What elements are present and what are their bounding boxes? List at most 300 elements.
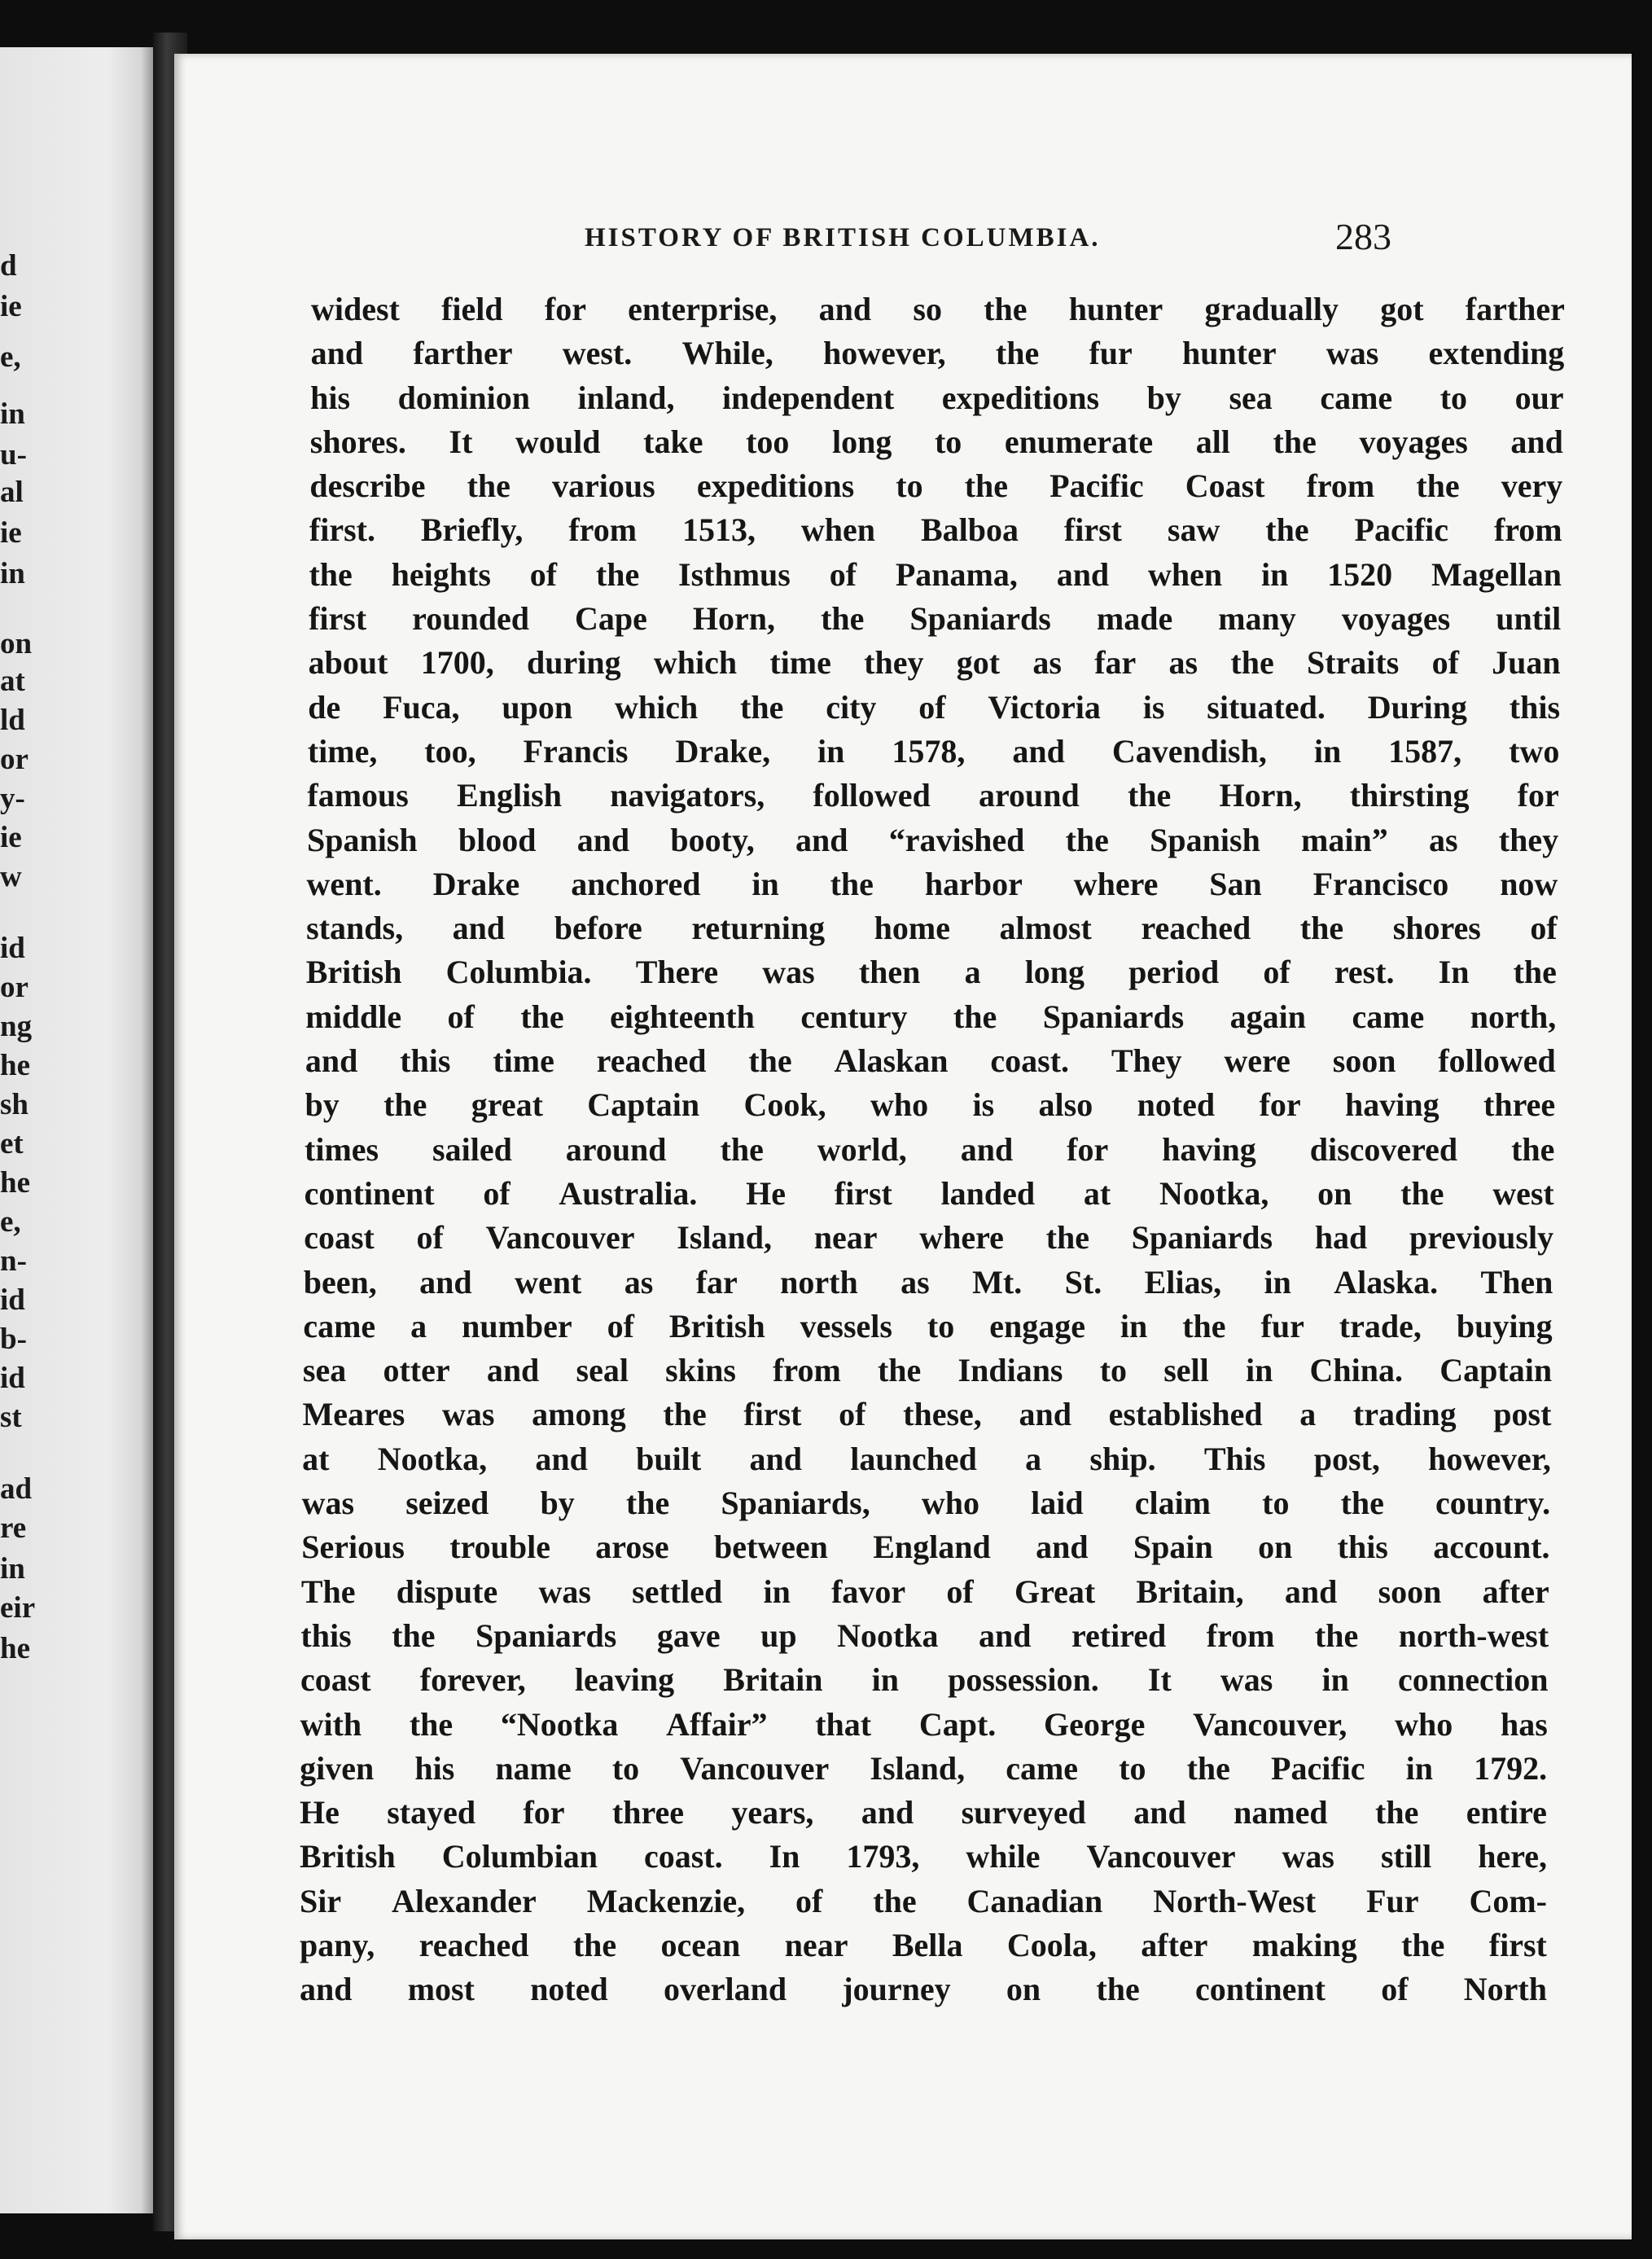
word: about [308,644,388,682]
word: was [538,1573,591,1610]
word: seized [405,1485,489,1522]
word: of [829,555,857,593]
word: ship. [1089,1440,1156,1477]
word: and [749,1440,802,1477]
word: main” [1301,821,1388,858]
word: the [309,555,353,593]
word: gave [656,1616,721,1654]
word: Spaniards [475,1616,617,1654]
word: Britain, [1136,1573,1244,1610]
word: and [1133,1794,1186,1831]
word: all [1195,423,1230,460]
word: Victoria [988,688,1101,726]
word: hunter [1182,335,1277,372]
word: eighteenth [610,998,755,1035]
word: and [305,1042,358,1080]
word: Spaniards [1131,1219,1273,1257]
word: where [919,1219,1004,1257]
word: up [760,1616,797,1654]
word: got [956,644,1001,682]
text-line [303,1307,1552,1351]
word: Spanish [306,821,418,858]
word: connection [1398,1661,1549,1699]
word: the [595,555,640,593]
word: Spain [1133,1529,1213,1566]
word: as [1168,644,1198,682]
word: this [400,1042,451,1080]
text-line [300,1970,1547,2014]
word: Affair” [666,1705,768,1743]
word: west [1492,1174,1554,1212]
word: that [815,1705,872,1743]
word: and [1012,732,1065,770]
word: of [839,1396,866,1433]
word: England [873,1529,991,1566]
word: and [861,1794,914,1831]
previous-page-fragment: st [0,1401,22,1434]
word: and [1284,1573,1338,1610]
previous-page-fragment: et [0,1127,24,1160]
word: from [1206,1616,1275,1654]
word: and [419,1263,472,1301]
word: on [1258,1529,1293,1566]
word: around [979,777,1080,814]
word: also [1038,1086,1093,1124]
word: and [486,1352,540,1389]
word: was [301,1485,355,1522]
word: his [310,379,351,416]
word: very [1501,467,1563,505]
word: the [1182,1307,1226,1344]
word: sailed [432,1130,512,1168]
text-line [301,1573,1549,1616]
word: soon [1332,1042,1396,1080]
word: the [1273,423,1317,460]
word: as [624,1263,654,1301]
word: these, [903,1396,982,1433]
word: arose [595,1529,669,1566]
word: expeditions [696,467,855,505]
word: in [871,1661,899,1699]
word: were [1224,1042,1290,1080]
word: of [1431,644,1459,682]
word: this [1509,688,1561,726]
previous-page-fragment: in [0,557,25,590]
word: Bella [892,1926,963,1963]
previous-page-fragment: e, [0,1205,21,1239]
word: the [1265,511,1309,549]
word: It [1147,1661,1172,1699]
word: Nootka, [377,1440,488,1477]
text-line [309,643,1561,687]
word: Horn, [692,600,776,638]
word: before [554,910,642,947]
word: however, [1428,1440,1551,1477]
word: the [572,1926,617,1963]
word: of [529,555,558,593]
word: making [1251,1926,1357,1963]
word: In [769,1838,800,1875]
word: This [1203,1440,1266,1477]
word: 1700, [420,644,494,682]
text-line [311,334,1565,378]
word: enterprise, [628,291,778,327]
word: enumerate [1004,423,1154,460]
previous-page-fragment: ie [0,290,22,323]
previous-page-fragment: id [0,932,25,965]
word: by [1146,379,1181,416]
word: century [800,998,908,1035]
word: take [643,423,703,460]
word: between [713,1529,828,1566]
word: claim [1134,1485,1212,1522]
word: In [1438,954,1470,991]
word: established [1108,1396,1263,1433]
word: Island, [677,1219,773,1257]
word: the [1127,777,1172,814]
word: in [1405,1749,1434,1787]
word: where [1073,865,1159,902]
text-line [310,379,1564,423]
word: leaving [574,1661,675,1699]
text-line [308,732,1560,776]
word: Spanish [1150,821,1260,858]
word: was [1282,1838,1334,1875]
previous-page-fragment: id [0,1362,25,1395]
text-line [305,998,1556,1042]
word: the [821,600,865,638]
word: landed [940,1174,1036,1212]
word: great [471,1086,543,1124]
text-line [301,1528,1549,1572]
word: in [1264,1263,1291,1301]
word: “ravished [888,821,1025,858]
text-line [307,776,1558,820]
word: a [1299,1396,1317,1433]
word: famous [307,777,409,814]
word: for [1067,1130,1109,1168]
word: the [383,1086,427,1124]
word: 1520 [1327,555,1393,593]
word: Spaniards [1042,998,1185,1035]
word: There [635,954,719,991]
word: voyages [1341,600,1451,638]
word: of [918,688,946,726]
word: from [1306,467,1375,505]
word: in [1245,1352,1273,1389]
word: widest [311,291,400,327]
word: north, [1470,998,1557,1035]
text-line [303,1351,1552,1395]
word: for [1517,777,1559,814]
previous-page-fragment: ie [0,821,22,854]
word: and [1019,1396,1071,1433]
word: Juan [1492,644,1561,682]
previous-page-fragment: ie [0,516,22,550]
word: seal [576,1352,629,1389]
word: Mt. [972,1263,1023,1301]
word: for [523,1794,565,1831]
word: the [964,467,1009,505]
previous-page-fragment: u- [0,438,27,472]
word: situated. [1207,688,1326,726]
word: Captain [1439,1352,1553,1389]
word: the [1230,644,1274,682]
text-line [300,1616,1549,1660]
word: followed [1438,1042,1556,1080]
previous-page-fragment: he [0,1049,30,1082]
previous-page-fragment: y- [0,782,25,815]
word: after [1482,1573,1549,1610]
word: entire [1466,1794,1547,1831]
word: is [1142,688,1165,726]
word: While, [681,335,773,372]
word: independent [722,379,895,416]
word: three [611,1794,684,1831]
word: the [467,467,510,505]
word: the [877,1352,922,1389]
word: describe [309,467,426,505]
word: fur [1089,335,1133,372]
previous-page-fragment: id [0,1283,25,1317]
word: which [653,644,738,682]
text-line [305,1086,1555,1130]
word: in [1313,732,1342,770]
word: the [1314,1616,1359,1654]
previous-page-fragment: ld [0,704,25,737]
word: ocean [660,1926,741,1963]
word: would [515,423,601,460]
word: the [392,1616,436,1654]
word: 1513, [681,511,756,549]
word: and [452,910,506,947]
word: name [495,1749,572,1787]
text-line [304,1263,1553,1307]
word: Francis [523,732,629,770]
previous-page-fragment: he [0,1632,30,1665]
word: among [532,1396,626,1433]
previous-page-fragment: on [0,627,33,660]
word: booty, [670,821,755,858]
text-line [302,1484,1551,1528]
text-line [308,688,1560,732]
word: this [300,1616,352,1654]
word: north [780,1263,858,1301]
word: Serious [301,1529,405,1566]
word: Meares [302,1396,405,1433]
word: to [611,1749,640,1787]
word: anchored [571,865,701,902]
word: long [832,423,892,460]
word: the [720,1130,764,1168]
word: when [1148,555,1223,593]
word: given [300,1749,375,1787]
word: named [1234,1794,1328,1831]
word: as [1428,821,1458,858]
word: returning [691,910,826,947]
word: was [442,1396,495,1433]
word: hunter [1068,291,1163,327]
word: Canadian [966,1882,1103,1919]
word: world, [817,1130,907,1168]
text-line [309,599,1561,643]
word: Captain [587,1086,700,1124]
word: who [921,1485,979,1522]
word: Columbia. [445,954,592,991]
word: to [1119,1749,1146,1787]
word: near [784,1926,848,1963]
word: first [1488,1926,1547,1963]
word: until [1496,600,1562,638]
word: extending [1428,335,1565,372]
word: then [858,954,921,991]
text-line [305,1130,1554,1174]
word: the [953,998,997,1035]
word: British [668,1307,765,1344]
word: having [1162,1130,1256,1168]
text-line [303,1395,1552,1439]
word: on [1006,1971,1041,2008]
word: to [927,1307,955,1344]
word: in [763,1573,791,1610]
word: 1793, [846,1838,920,1875]
word: Indians [957,1352,1063,1389]
word: The [300,1573,356,1610]
word: this [1337,1529,1388,1566]
word: most [407,1971,475,2008]
word: as [900,1263,930,1301]
word: was [1220,1661,1273,1699]
word: in [1260,555,1289,593]
word: the [1400,1174,1444,1212]
word: they [1498,821,1559,858]
word: now [1500,865,1558,902]
previous-page-text-fragments [0,47,153,2213]
previous-page-fragment: eir [0,1591,36,1625]
word: British [300,1838,396,1875]
word: English [457,777,562,814]
word: engage [989,1307,1085,1344]
word: Mackenzie, [586,1882,746,1919]
word: of [946,1573,974,1610]
text-line [300,1749,1547,1793]
word: from [1493,511,1562,549]
book-page [174,54,1632,2239]
word: Sir [300,1882,342,1919]
word: “Nootka [500,1705,619,1743]
text-line [305,1174,1554,1218]
word: having [1345,1086,1439,1124]
word: saw [1167,511,1220,549]
previous-page-fragment: in [0,1552,25,1586]
word: while [966,1838,1041,1875]
word: which [614,688,699,726]
body-text [300,290,1565,2015]
word: the [995,335,1040,372]
word: journey [842,1971,951,2008]
word: in [1321,1661,1349,1699]
word: gradually [1204,291,1339,327]
word: who [1395,1705,1453,1743]
word: Horn, [1219,777,1302,814]
word: to [1262,1485,1290,1522]
word: went. [306,865,382,902]
text-line [300,1837,1547,1881]
word: launched [850,1440,977,1477]
word: various [552,467,655,505]
word: of [795,1882,823,1919]
word: noted [1137,1086,1216,1124]
previous-page-fragment: at [0,665,25,698]
word: field [441,291,503,327]
word: and [1036,1529,1089,1566]
running-head [174,215,1632,264]
word: first. [309,511,375,549]
previous-page-fragment: he [0,1166,30,1200]
word: Coast [1185,467,1265,505]
word: noted [530,1971,608,2008]
word: account. [1433,1529,1550,1566]
word: Spaniards [909,600,1051,638]
word: of [1263,954,1290,991]
word: fur [1260,1307,1304,1344]
word: laid [1031,1485,1084,1522]
word: and [979,1616,1032,1654]
word: forever, [419,1661,526,1699]
word: the [1065,821,1109,858]
word: around [565,1130,667,1168]
word: continent [1194,1971,1326,2008]
word: number [462,1307,572,1344]
text-line [309,555,1562,599]
word: It [449,423,473,460]
word: at [302,1440,330,1477]
word: inland, [577,379,675,416]
word: was [1326,335,1379,372]
word: middle [305,998,402,1035]
word: continent [304,1174,435,1212]
text-line [300,1793,1547,1837]
word: trading [1352,1396,1457,1433]
word: by [540,1485,575,1522]
text-line [300,1705,1548,1749]
word: reached [1141,910,1251,947]
word: 1578, [892,732,966,770]
word: sea [302,1352,347,1389]
word: shores. [309,423,406,460]
word: was [762,954,815,991]
word: Vancouver [680,1749,830,1787]
word: shores [1392,910,1481,947]
word: the [740,688,784,726]
word: they [864,644,924,682]
word: years, [731,1794,814,1831]
word: from [773,1352,841,1389]
word: trouble [449,1529,550,1566]
word: soon [1378,1573,1442,1610]
text-line [305,1042,1556,1086]
word: North [1463,1971,1547,2008]
word: to [1099,1352,1128,1389]
word: from [568,511,638,549]
word: 1587, [1388,732,1462,770]
text-line [307,821,1558,865]
word: otter [383,1352,450,1389]
word: still [1380,1838,1432,1875]
word: long [1024,954,1085,991]
word: of [607,1307,634,1344]
word: discovered [1309,1130,1458,1168]
